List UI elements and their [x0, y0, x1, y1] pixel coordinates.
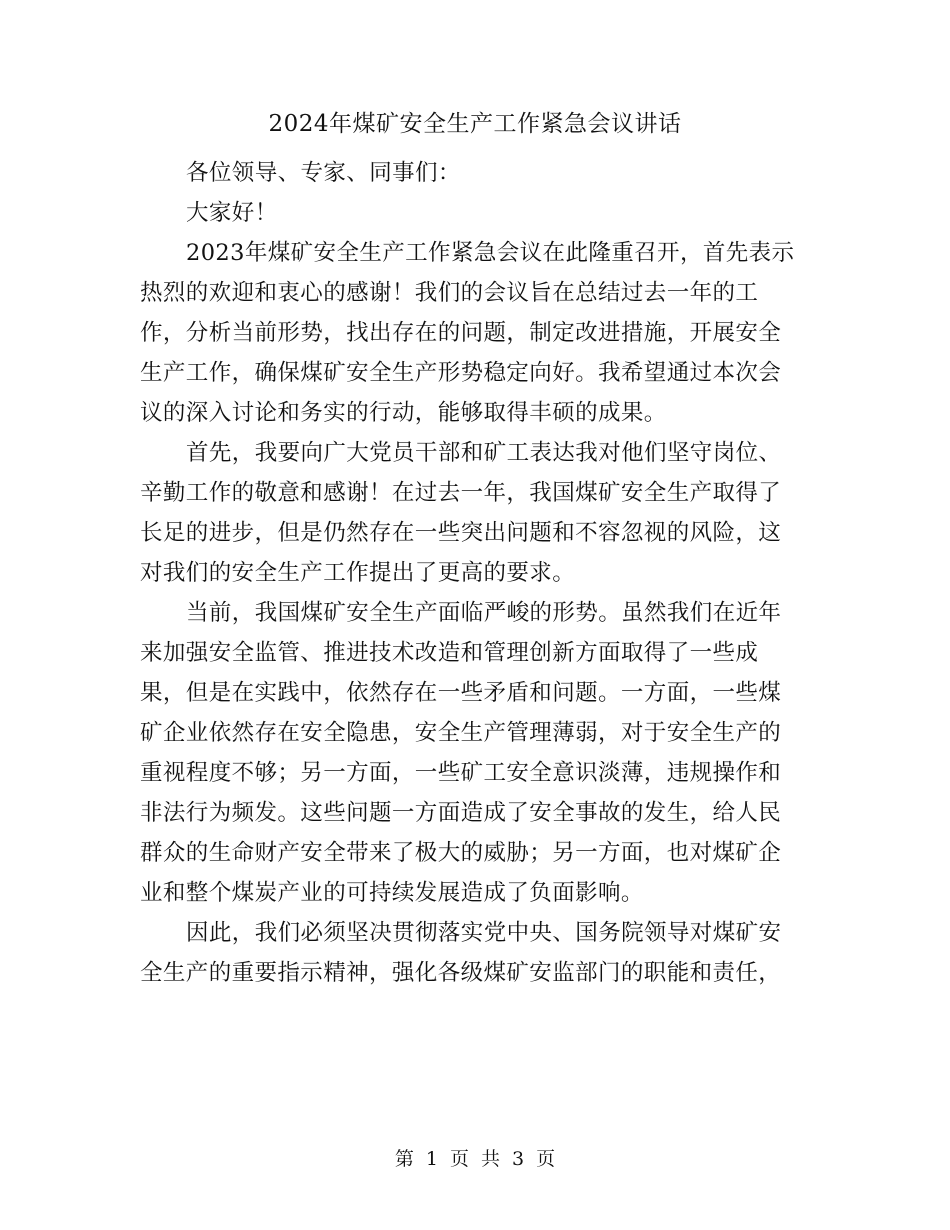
- text-line: 果，但是在实践中，依然存在一些矛盾和问题。一方面，一些煤: [140, 680, 782, 706]
- text-line: 热烈的欢迎和衷心的感谢！我们的会议旨在总结过去一年的工: [140, 280, 759, 306]
- text-line: 首先，我要向广大党员干部和矿工表达我对他们坚守岗位、: [186, 440, 782, 466]
- text-line: 当前，我国煤矿安全生产面临严峻的形势。虽然我们在近年: [186, 600, 782, 626]
- text-line: 2023年煤矿安全生产工作紧急会议在此隆重召开，首先表示: [186, 240, 795, 266]
- text-line: 群众的生命财产安全带来了极大的威胁；另一方面，也对煤矿企: [140, 840, 782, 866]
- text-line: 因此，我们必须坚决贯彻落实党中央、国务院领导对煤矿安: [186, 920, 782, 946]
- text-line: 全生产的重要指示精神，强化各级煤矿安监部门的职能和责任，: [140, 960, 782, 986]
- document-body: [140, 153, 810, 993]
- situation-paragraph: [140, 593, 810, 913]
- text-line: 辛勤工作的敬意和感谢！在过去一年，我国煤矿安全生产取得了: [140, 480, 782, 506]
- greeting-paragraph: [140, 153, 810, 193]
- text-line: 来加强安全监管、推进技术改造和管理创新方面取得了一些成: [140, 640, 759, 666]
- text-line: 矿企业依然存在安全隐患，安全生产管理薄弱，对于安全生产的: [140, 720, 782, 746]
- text-line: 对我们的安全生产工作提出了更高的要求。: [140, 560, 576, 586]
- hello-paragraph: [140, 193, 810, 233]
- intro-paragraph: [140, 233, 810, 433]
- text-line: 非法行为频发。这些问题一方面造成了安全事故的发生，给人民: [140, 800, 782, 826]
- text-line: 重视程度不够；另一方面，一些矿工安全意识淡薄，违规操作和: [140, 760, 782, 786]
- page-footer: 第 1 页 共 3 页: [394, 1148, 556, 1170]
- text-line: 生产工作，确保煤矿安全生产形势稳定向好。我希望通过本次会: [140, 360, 782, 386]
- text-line: 业和整个煤炭产业的可持续发展造成了负面影响。: [140, 880, 644, 906]
- gratitude-paragraph: [140, 433, 810, 593]
- text-line: 各位领导、专家、同事们：: [186, 160, 461, 186]
- text-line: 长足的进步，但是仍然存在一些突出问题和不容忽视的风险，这: [140, 520, 782, 546]
- text-line: 大家好！: [186, 200, 278, 226]
- document-title: 2024年煤矿安全生产工作紧急会议讲话: [268, 111, 682, 137]
- text-line: 议的深入讨论和务实的行动，能够取得丰硕的成果。: [140, 400, 667, 426]
- text-line: 作，分析当前形势，找出存在的问题，制定改进措施，开展安全: [140, 320, 782, 346]
- conclusion-paragraph: [140, 913, 810, 993]
